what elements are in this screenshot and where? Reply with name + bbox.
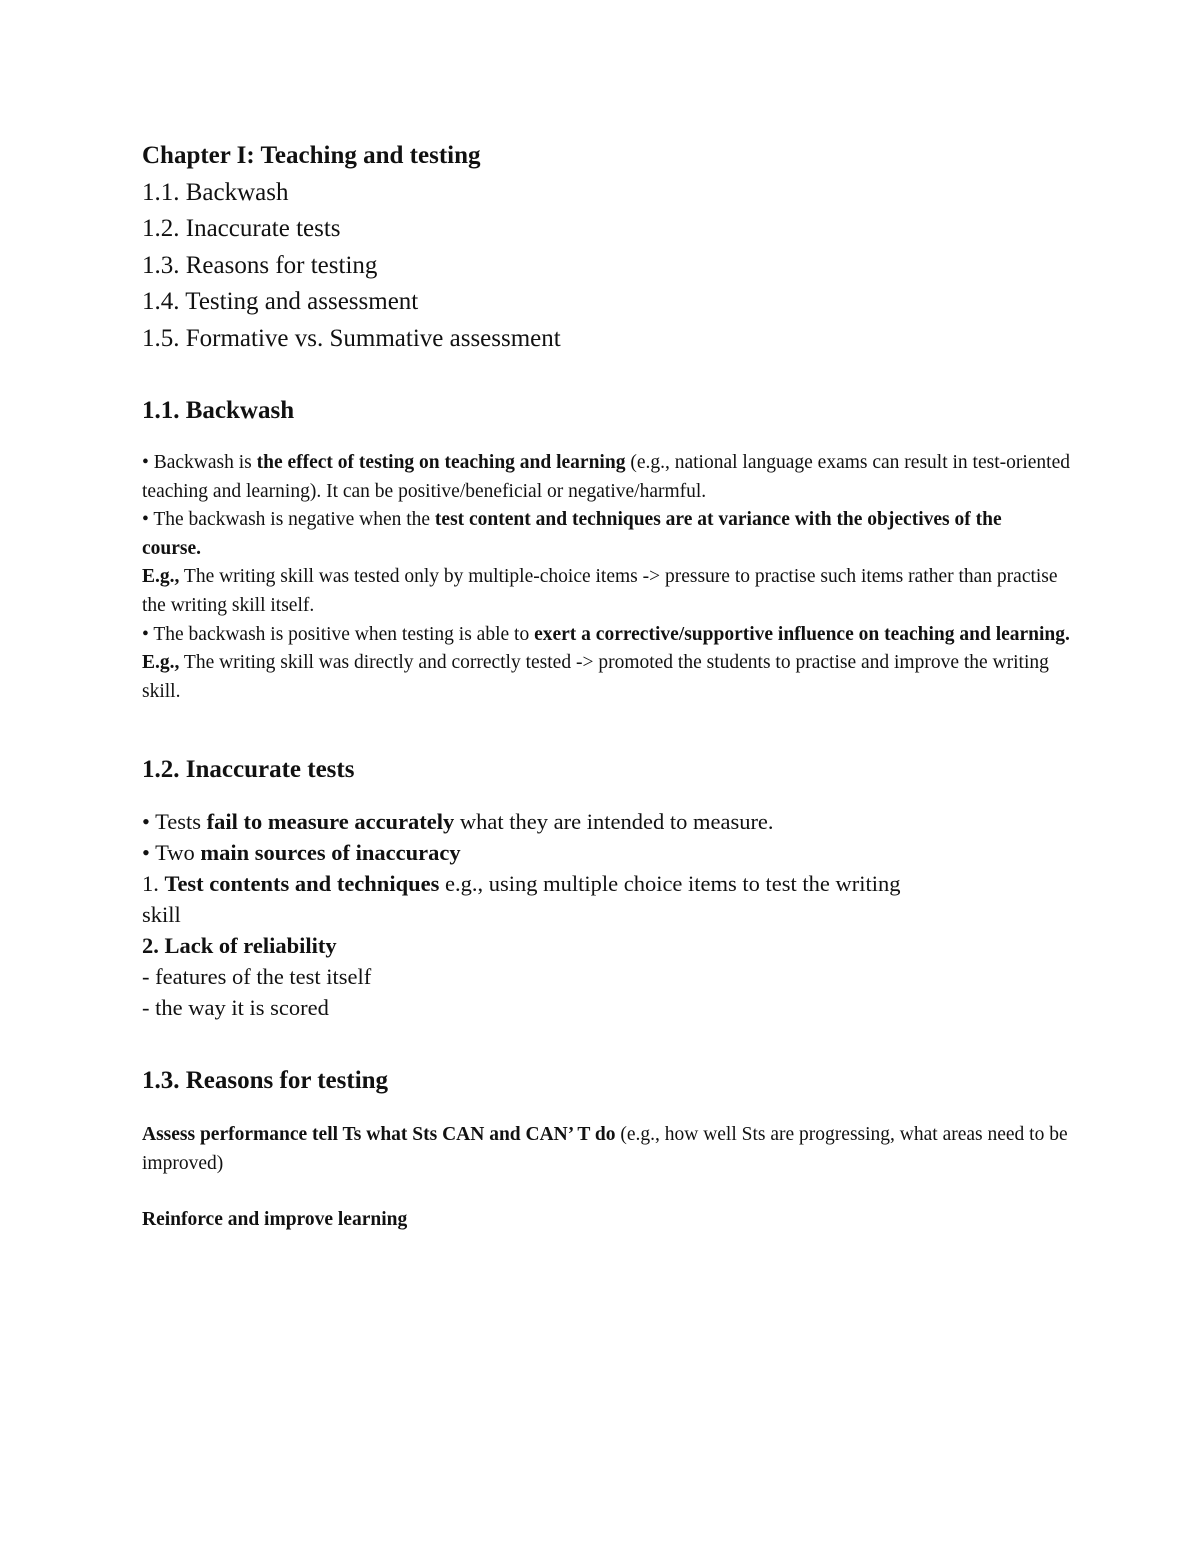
paragraph: [142, 1206, 1072, 1235]
bold-span: Assess performance tell Ts what Sts CAN and CAN’ T do: [142, 1124, 616, 1146]
paragraph: [142, 1121, 1072, 1178]
list-item: [142, 806, 1072, 837]
section-heading: 1.2. Inaccurate tests: [142, 756, 355, 784]
section-heading: 1.1. Backwash: [142, 397, 295, 424]
text-span: 1.: [142, 871, 165, 897]
list-item: - features of the test itself: [142, 964, 372, 990]
text-span: e.g., using multiple choice items to test the writing: [439, 871, 901, 897]
list-item: - the way it is scored: [142, 995, 329, 1021]
text-span: (e.g., national language exams can result in test-oriented teaching and learning). It can be positive/beneficial or negative/harmful.: [142, 452, 1071, 502]
list-item: [142, 868, 1072, 930]
chapter-title: Chapter I: Teaching and testing: [142, 142, 481, 169]
bold-span: Test contents and techniques: [164, 871, 440, 897]
text-span: • Backwash is: [142, 452, 257, 473]
list-item: [142, 930, 1072, 961]
document-page: [142, 138, 1072, 1234]
text-span: skill: [142, 902, 181, 928]
bold-span: the effect of testing on teaching and learning: [256, 452, 626, 473]
bold-span: test content and techniques are at variance with the objectives of the: [434, 509, 1002, 531]
text-span: (e.g., how well Sts are progressing, what areas need to be improved): [142, 1124, 1068, 1174]
bold-span: course.: [142, 537, 202, 559]
section-reasons-for-testing: [142, 1063, 1072, 1234]
text-span: • The backwash is negative when the: [142, 509, 435, 531]
toc-item: 1.1. Backwash: [142, 178, 289, 206]
bold-span: E.g.,: [142, 566, 180, 588]
text-span: • The backwash is positive when testing is able to: [142, 623, 535, 645]
bold-span: exert a corrective/supportive influence on teaching and learning.: [534, 623, 1070, 645]
section-heading: 1.3. Reasons for testing: [142, 1067, 389, 1095]
toc-item: 1.3. Reasons for testing: [142, 251, 378, 279]
table-of-contents: [142, 138, 1072, 357]
toc-item: 1.4. Testing and assessment: [142, 288, 419, 315]
bold-span: main sources of inaccuracy: [200, 840, 461, 866]
section-backwash: [142, 393, 1072, 706]
bold-span: 2. Lack of reliability: [142, 933, 337, 959]
list-item: [142, 837, 1072, 868]
text-span: • Tests: [142, 809, 207, 835]
text-span: The writing skill was directly and correctly tested -> promoted the students to practise and improve the writing skill.: [142, 652, 1049, 702]
text-span: • Two: [142, 840, 201, 866]
bold-span: Reinforce and improve learning: [142, 1208, 408, 1230]
paragraph: [142, 621, 1072, 650]
paragraph: [142, 649, 1072, 706]
bold-span: E.g.,: [142, 652, 180, 674]
section-inaccurate-tests: [142, 752, 1072, 1023]
toc-item: 1.5. Formative vs. Summative assessment: [142, 324, 561, 352]
text-span: The writing skill was tested only by multiple-choice items -> pressure to practise such items rather than practise the writing skill itself.: [142, 566, 1058, 616]
paragraph: [142, 506, 1072, 563]
paragraph: [142, 563, 1072, 620]
text-span: what they are intended to measure.: [454, 809, 774, 835]
toc-item: 1.2. Inaccurate tests: [142, 215, 341, 242]
paragraph: [142, 449, 1072, 506]
bold-span: fail to measure accurately: [206, 809, 455, 835]
